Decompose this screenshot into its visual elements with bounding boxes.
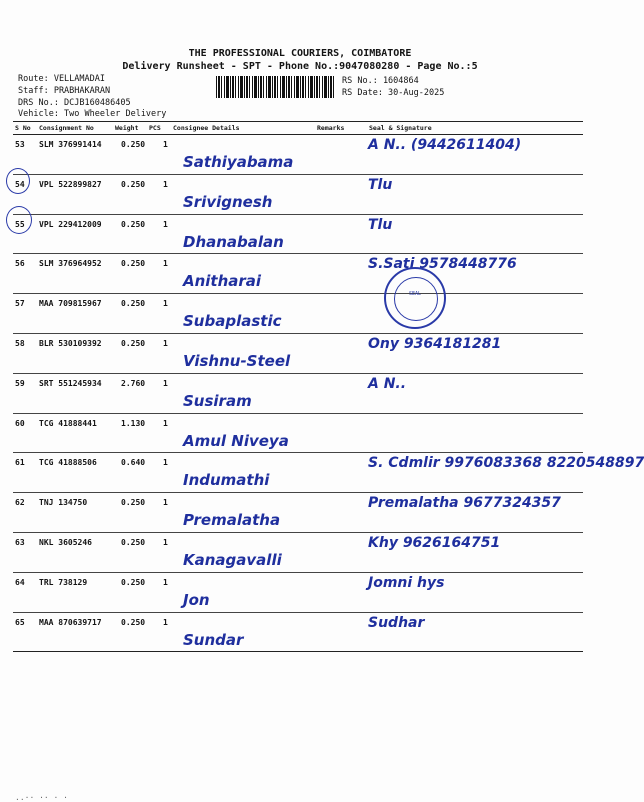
row-consignment-no: TNJ 134750 (39, 498, 88, 508)
handwritten-consignee-name: Susiram (183, 391, 252, 410)
rs-number: RS No.: 1604864 (342, 76, 419, 86)
handwritten-consignee-name: Sathiyabama (183, 153, 294, 171)
col-sno: S No (15, 124, 31, 132)
handwritten-signature: A N.. (9442611404) (368, 137, 522, 153)
row-sno: 57 (15, 299, 25, 309)
row-pcs: 1 (163, 617, 168, 627)
row-pcs: 1 (163, 498, 168, 508)
row-pcs: 1 (163, 140, 168, 149)
handwritten-consignee-name: Subaplastic (183, 312, 282, 331)
table-row (13, 175, 583, 215)
row-weight: 1.130 (121, 418, 146, 428)
row-weight: 0.250 (121, 140, 146, 149)
handwritten-consignee-name: Dhanabalan (183, 232, 284, 251)
row-weight: 0.250 (121, 617, 146, 627)
handwritten-consignee-name: Premalatha (183, 511, 281, 530)
row-weight: 0.250 (121, 537, 146, 547)
row-sno: 64 (15, 577, 25, 587)
table-row (13, 254, 583, 294)
col-remarks: Remarks (317, 124, 345, 132)
handwritten-consignee-name: Jon (183, 590, 210, 609)
drs-number: DRS No.: DCJB160486405 (18, 98, 131, 108)
table-row (13, 374, 583, 414)
row-pcs: 1 (163, 418, 168, 428)
row-sno: 62 (15, 498, 25, 508)
handwritten-consignee-name: Srivignesh (183, 192, 273, 211)
row-pcs: 1 (163, 458, 168, 468)
row-sno: 61 (15, 458, 25, 468)
row-consignment-no: TRL 738129 (39, 577, 88, 587)
row-consignment-no: VPL 229412009 (39, 219, 102, 229)
row-sno: 58 (15, 338, 25, 348)
col-pcs: PCS (149, 124, 161, 132)
table-header (13, 122, 583, 135)
row-consignment-no: BLR 530109392 (39, 338, 102, 348)
handwritten-circle-mark (6, 168, 30, 194)
route-label: Route: VELLAMADAI (18, 74, 105, 84)
row-consignment-no: NKL 3605246 (39, 537, 92, 547)
row-weight: 0.250 (121, 259, 146, 269)
handwritten-signature: Sudhar (368, 614, 425, 631)
row-sno: 60 (15, 418, 25, 428)
handwritten-circle-mark (6, 206, 32, 234)
row-consignment-no: MAA 870639717 (39, 617, 102, 627)
staff-label: Staff: PRABHAKARAN (18, 86, 111, 96)
handwritten-signature: Tlu (368, 176, 393, 193)
row-pcs: 1 (163, 259, 168, 269)
row-pcs: 1 (163, 338, 168, 348)
row-consignment-no: MAA 709815967 (39, 299, 102, 309)
col-consignee: Consignee Details (173, 124, 240, 132)
table-row (13, 453, 644, 493)
handwritten-consignee-name: Indumathi (183, 471, 270, 490)
barcode-image (216, 76, 336, 98)
row-pcs: 1 (163, 378, 168, 388)
row-consignment-no: TCG 41888441 (39, 418, 97, 428)
row-weight: 0.250 (121, 338, 146, 348)
row-consignment-no: SRT 551245934 (39, 378, 102, 388)
row-pcs: 1 (163, 179, 168, 189)
handwritten-consignee-name: Kanagavalli (183, 550, 282, 569)
row-sno: 56 (15, 259, 25, 269)
row-consignment-no: TCG 41888506 (39, 458, 97, 468)
row-weight: 0.250 (121, 498, 146, 508)
document-subtitle: Delivery Runsheet - SPT - Phone No.:9047080280 - Page No.:5 (122, 61, 478, 72)
handwritten-consignee-name: Anitharai (183, 272, 262, 291)
row-weight: 0.250 (121, 219, 146, 229)
footer-marks: ..·· ·· · · (15, 793, 68, 802)
handwritten-signature: Khy 9626164751 (368, 534, 501, 551)
row-pcs: 1 (163, 577, 168, 587)
seal-stamp: SEAL (384, 267, 446, 329)
row-weight: 0.250 (121, 299, 146, 309)
row-weight: 0.250 (121, 577, 146, 587)
table-row (13, 533, 583, 573)
row-sno: 63 (15, 537, 25, 547)
row-consignment-no: VPL 522899827 (39, 179, 102, 189)
table-row (13, 215, 583, 255)
row-sno: 53 (15, 140, 25, 149)
row-sno: 59 (15, 378, 25, 388)
row-weight: 0.640 (121, 458, 146, 468)
handwritten-consignee-name: Vishnu-Steel (183, 351, 291, 370)
vehicle-label: Vehicle: Two Wheeler Delivery (18, 109, 167, 119)
row-weight: 2.760 (121, 378, 146, 388)
handwritten-consignee-name: Amul Niveya (183, 431, 289, 450)
row-weight: 0.250 (121, 179, 146, 189)
col-seal-signature: Seal & Signature (369, 124, 432, 132)
row-sno: 65 (15, 617, 25, 627)
handwritten-signature: Jomni hys (368, 574, 445, 591)
table-row (13, 613, 583, 652)
handwritten-signature: A N.. (368, 375, 407, 392)
row-consignment-no: SLM 376991414 (39, 140, 102, 149)
handwritten-signature: Premalatha 9677324357 (368, 495, 561, 512)
row-pcs: 1 (163, 537, 168, 547)
handwritten-consignee-name: Sundar (183, 630, 244, 649)
table-row (13, 573, 583, 613)
table-row (13, 294, 583, 334)
row-sno: 55 (15, 219, 25, 229)
handwritten-signature: Ony 9364181281 (368, 335, 502, 352)
row-sno: 54 (15, 179, 25, 189)
table-row (13, 414, 583, 454)
document-title: THE PROFESSIONAL COURIERS, COIMBATORE (188, 48, 412, 59)
table-row (13, 334, 583, 374)
row-pcs: 1 (163, 299, 168, 309)
handwritten-signature: Tlu (368, 216, 393, 233)
col-weight: Weight (115, 124, 139, 132)
table-row (13, 135, 583, 175)
table-row (13, 493, 583, 533)
runsheet-table (13, 121, 644, 652)
col-consignment: Consignment No (39, 124, 94, 132)
handwritten-signature: S.Sati 9578448776 (368, 256, 517, 273)
row-pcs: 1 (163, 219, 168, 229)
row-consignment-no: SLM 376964952 (39, 259, 102, 269)
handwritten-signature: S. Cdmlir 9976083368 8220548897 (368, 455, 644, 472)
rs-date: RS Date: 30-Aug-2025 (342, 88, 445, 98)
